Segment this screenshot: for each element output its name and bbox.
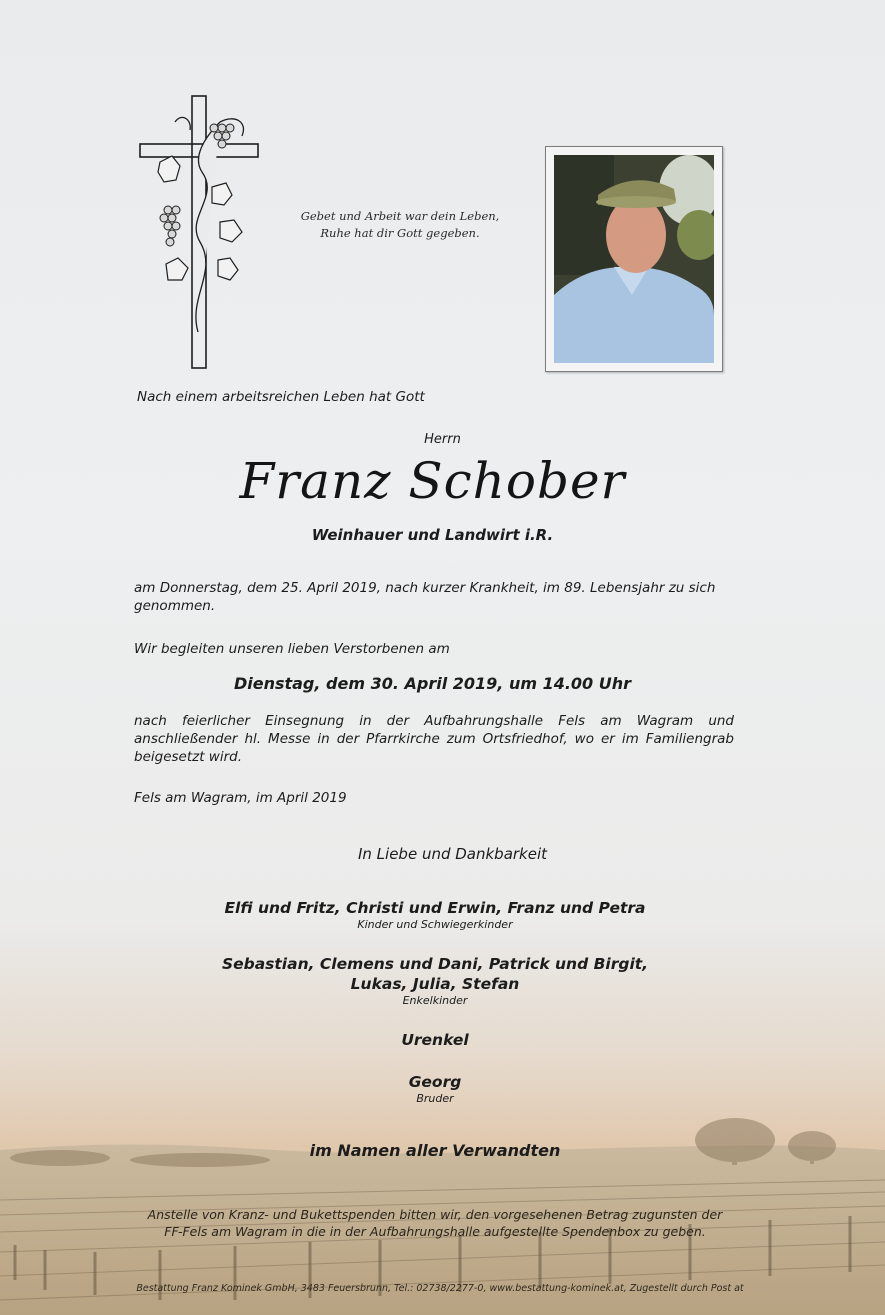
donation-request bbox=[120, 1206, 750, 1240]
grandchildren-names-2: Lukas, Julia, Stefan bbox=[350, 975, 520, 993]
prayer-line-1: Gebet und Arbeit war dein Leben, bbox=[300, 209, 500, 223]
prayer-line-2: Ruhe hat dir Gott gegeben. bbox=[320, 226, 480, 240]
deceased-occupation: Weinhauer und Landwirt i.R. bbox=[311, 526, 554, 544]
salutation: Herrn bbox=[424, 432, 461, 447]
family-children bbox=[0, 898, 870, 932]
family-brother bbox=[0, 1072, 870, 1106]
accompany-text: Wir begleiten unseren lieben Verstorbenen am bbox=[134, 641, 450, 657]
grandchildren-label: Enkelkinder bbox=[402, 994, 468, 1007]
portrait-photo bbox=[554, 155, 714, 363]
ceremony-text: nach feierlicher Einsegnung in der Aufbahrungshalle Fels am Wagram und anschließender hl. Messe in der Pfarrkirche zum Ortsfriedhof, wo er im Familiengrab beigesetzt wird. bbox=[134, 713, 734, 765]
funeral-date: Dienstag, dem 30. April 2019, um 14.00 Uhr bbox=[233, 674, 632, 693]
cross-with-grapevine-icon bbox=[130, 92, 270, 372]
deceased-name: Franz Schober bbox=[239, 452, 626, 510]
brother-label: Bruder bbox=[416, 1092, 454, 1105]
death-notice: am Donnerstag, dem 25. April 2019, nach kurzer Krankheit, im 89. Lebensjahr zu sich genommen. bbox=[134, 580, 716, 614]
children-label: Kinder und Schwiegerkinder bbox=[357, 918, 513, 931]
relatives-text: im Namen aller Verwandten bbox=[309, 1141, 561, 1160]
family-great-grandchildren bbox=[0, 1030, 870, 1050]
brother-name: Georg bbox=[408, 1073, 462, 1091]
prayer-verse bbox=[290, 208, 510, 242]
portrait-photo-frame bbox=[545, 146, 723, 372]
gratitude-text: In Liebe und Dankbarkeit bbox=[357, 845, 548, 863]
great-grandchildren-label: Urenkel bbox=[401, 1031, 469, 1049]
family-grandchildren bbox=[0, 954, 870, 1008]
funeral-home-footer: Bestattung Franz Kominek GmbH, 3483 Feuersbrunn, Tel.: 02738/2277-0, www.bestattung-kominek.at, Zugestellt durch Post at bbox=[136, 1283, 744, 1294]
intro-text: Nach einem arbeitsreichen Leben hat Gott bbox=[137, 389, 425, 405]
children-names: Elfi und Fritz, Christi und Erwin, Franz und Petra bbox=[224, 899, 646, 917]
place-date: Fels am Wagram, im April 2019 bbox=[134, 790, 347, 806]
donation-line-1: Anstelle von Kranz- und Bukettspenden bitten wir, den vorgesehenen Betrag zugunsten der bbox=[147, 1207, 723, 1222]
donation-line-2: FF-Fels am Wagram in die in der Aufbahrungshalle aufgestellte Spendenbox zu geben. bbox=[164, 1224, 706, 1239]
grandchildren-names-1: Sebastian, Clemens und Dani, Patrick und Birgit, bbox=[221, 955, 649, 973]
